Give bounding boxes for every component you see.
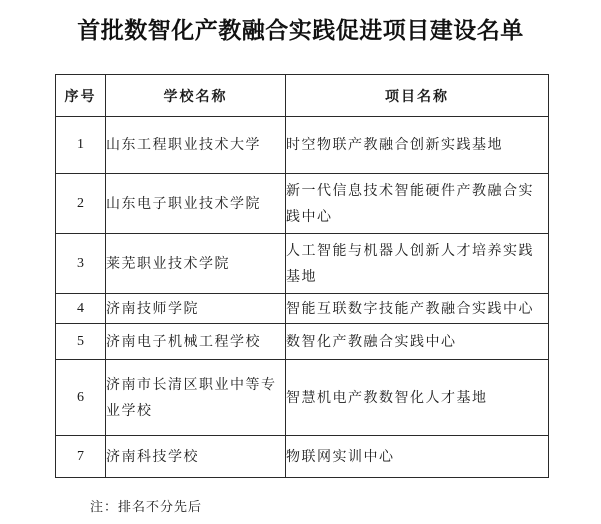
footnote: 注：排名不分先后 (90, 500, 203, 515)
school-name: 济南科技学校 (106, 436, 286, 478)
school-name: 山东工程职业技术大学 (106, 117, 286, 174)
school-name: 济南市长清区职业中等专业学校 (106, 360, 286, 436)
row-number: 1 (56, 117, 106, 174)
school-name: 山东电子职业技术学院 (106, 174, 286, 234)
project-name: 物联网实训中心 (286, 436, 549, 478)
school-name: 莱芜职业技术学院 (106, 234, 286, 294)
row-number: 3 (56, 234, 106, 294)
row-number: 6 (56, 360, 106, 436)
table-row (56, 117, 549, 174)
project-name: 数智化产教融合实践中心 (286, 324, 549, 360)
row-number: 7 (56, 436, 106, 478)
project-name: 人工智能与机器人创新人才培养实践基地 (286, 234, 549, 294)
project-list-table (55, 74, 549, 478)
project-name: 智能互联数字技能产教融合实践中心 (286, 294, 549, 324)
table-row (56, 234, 549, 294)
table-row (56, 436, 549, 478)
table-row (56, 174, 549, 234)
project-name: 时空物联产教融合创新实践基地 (286, 117, 549, 174)
school-name: 济南技师学院 (106, 294, 286, 324)
header-number: 序号 (56, 75, 106, 117)
project-name: 智慧机电产教数智化人才基地 (286, 360, 549, 436)
row-number: 4 (56, 294, 106, 324)
table-row (56, 294, 549, 324)
row-number: 2 (56, 174, 106, 234)
school-name: 济南电子机械工程学校 (106, 324, 286, 360)
document-title: 首批数智化产教融合实践促进项目建设名单 (77, 18, 524, 44)
project-name: 新一代信息技术智能硬件产教融合实践中心 (286, 174, 549, 234)
header-project-name: 项目名称 (286, 75, 549, 117)
table-row (56, 324, 549, 360)
table-header-row (56, 75, 549, 117)
header-school-name: 学校名称 (106, 75, 286, 117)
table-row (56, 360, 549, 436)
row-number: 5 (56, 324, 106, 360)
